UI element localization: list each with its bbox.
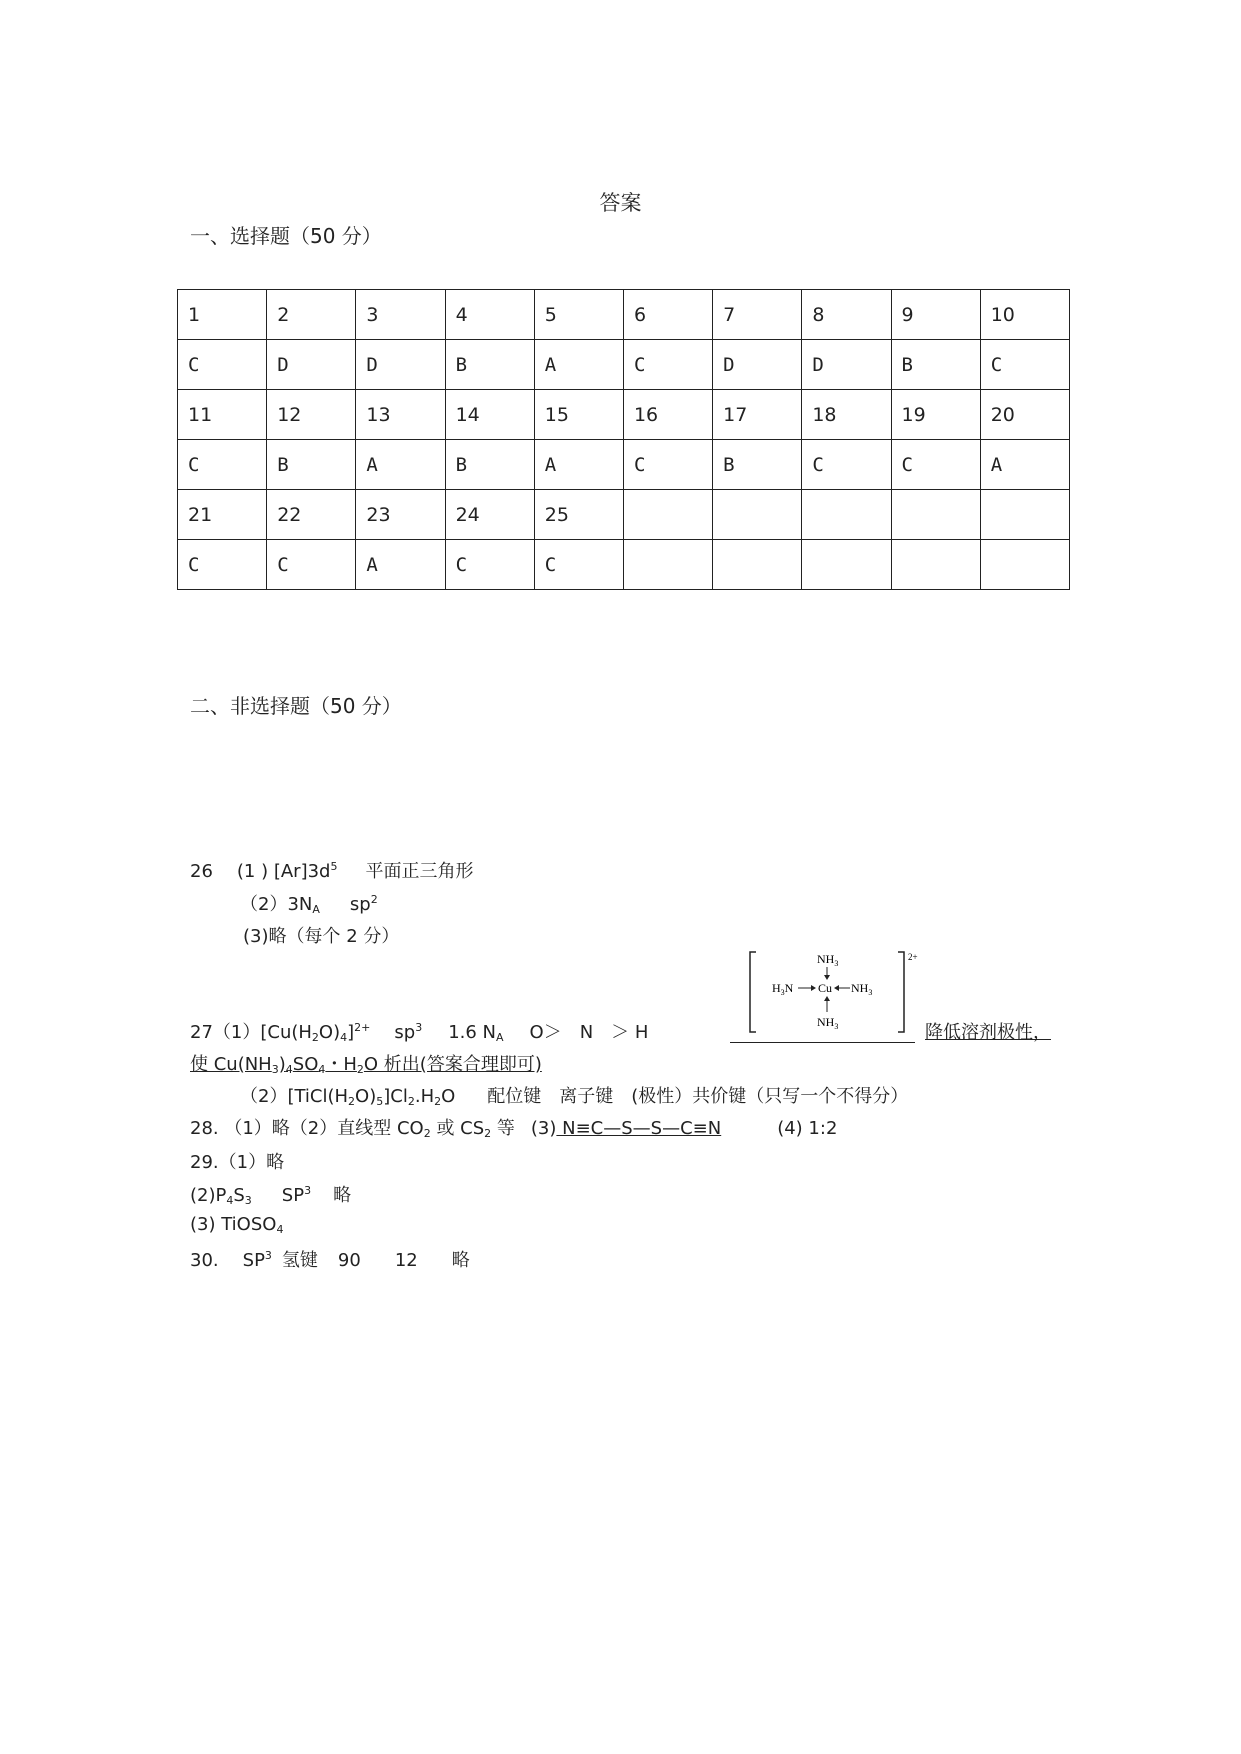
answer-letter-cell <box>891 540 980 590</box>
answer-letter-cell: D <box>356 340 445 390</box>
question-number-cell <box>802 490 891 540</box>
svg-text:NH3: $NH_3$ <box>817 1015 839 1031</box>
q28-line: 28. （1）略（2）直线型 $CO_2$ 或 $CS_2$ 等 (3) N≡C—S—S—C≡N (4) 1:2 <box>190 1118 838 1140</box>
q30-line: 30. $SP^3$ 氢键 90 12 略 <box>190 1249 470 1271</box>
question-number-cell: 13 <box>356 390 445 440</box>
answer-letter-cell: C <box>178 340 267 390</box>
answer-letter-cell: D <box>267 340 356 390</box>
question-number-cell: 19 <box>891 390 980 440</box>
question-number-cell: 25 <box>534 490 623 540</box>
question-number-cell: 4 <box>445 290 534 340</box>
answer-underline <box>730 1042 915 1043</box>
question-number-cell: 14 <box>445 390 534 440</box>
answer-letter-cell: D <box>713 340 802 390</box>
q26-line2: $(2)3N_A$ $sp^2$ <box>240 893 378 916</box>
answer-letter-cell: B <box>891 340 980 390</box>
answer-letter-cell <box>713 540 802 590</box>
answer-letter-cell: B <box>713 440 802 490</box>
question-number-cell: 15 <box>534 390 623 440</box>
q29-line1: 29.（1）略 <box>190 1152 285 1173</box>
question-number-cell: 16 <box>623 390 712 440</box>
question-number-cell: 24 <box>445 490 534 540</box>
question-number-cell: 3 <box>356 290 445 340</box>
answer-letter-cell: C <box>980 340 1069 390</box>
answer-letter-cell: A <box>980 440 1069 490</box>
table-row <box>178 290 1070 340</box>
question-number-cell: 20 <box>980 390 1069 440</box>
svg-text:Cu: Cu <box>818 981 833 995</box>
table-row <box>178 340 1070 390</box>
page-title: 答案 <box>599 191 642 215</box>
question-number-cell: 7 <box>713 290 802 340</box>
answer-letter-cell: C <box>267 540 356 590</box>
question-number-cell: 9 <box>891 290 980 340</box>
section-multiple-choice: 一、选择题（50 分） <box>190 224 382 248</box>
svg-text:H3N: $H_3N$ <box>772 981 794 997</box>
q27-line2: 使 $Cu(NH_3)_4SO_4$・$H_2O$ 析出(答案合理即可) <box>190 1054 542 1076</box>
question-number-cell: 12 <box>267 390 356 440</box>
question-number-cell: 10 <box>980 290 1069 340</box>
question-number-cell: 22 <box>267 490 356 540</box>
q27-part2: $(2)[TiCl(H_2O)_5]Cl_2.H_2O$ 配位键 离子键 (极性）共价键（只写一个不得分） <box>240 1086 909 1108</box>
q29-line2: $(2)P_4S_3$ $SP^3$ 略 <box>190 1184 352 1207</box>
answer-letter-cell: A <box>356 540 445 590</box>
section-non-multiple-choice: 二、非选择题（50 分） <box>190 694 402 718</box>
q27-line1: $27(1)[Cu(H_2O)_4]^{2+}$ $sp^3$ 1.6 $N_A$ O＞ N ＞ H <box>190 1021 649 1044</box>
answer-letter-cell: A <box>534 440 623 490</box>
answer-letter-cell <box>623 540 712 590</box>
answer-letter-cell: C <box>623 440 712 490</box>
q27-tail: 降低溶剂极性， <box>925 1022 1051 1043</box>
question-number-cell: 2 <box>267 290 356 340</box>
svg-text:NH3: $NH_3$ <box>851 981 873 997</box>
q29-line3: (3) TiOSO$_4$ <box>190 1214 284 1236</box>
answer-letter-cell: A <box>356 440 445 490</box>
table-row <box>178 490 1070 540</box>
question-number-cell <box>891 490 980 540</box>
answer-letter-cell: B <box>445 440 534 490</box>
copper-ammine-complex-diagram <box>748 950 918 1036</box>
question-number-cell <box>623 490 712 540</box>
table-row <box>178 540 1070 590</box>
answer-letter-cell: C <box>802 440 891 490</box>
question-number-cell: 1 <box>178 290 267 340</box>
answer-letter-cell: D <box>802 340 891 390</box>
question-number-cell: 11 <box>178 390 267 440</box>
complex-charge: 2+ <box>908 952 918 962</box>
question-number-cell: 21 <box>178 490 267 540</box>
answer-letter-cell: C <box>891 440 980 490</box>
q26-line3: (3)略（每个 2 分） <box>243 926 400 947</box>
answer-letter-cell: B <box>445 340 534 390</box>
question-number-cell: 6 <box>623 290 712 340</box>
answer-letter-cell: A <box>534 340 623 390</box>
question-number-cell: 5 <box>534 290 623 340</box>
answer-letter-cell: B <box>267 440 356 490</box>
answer-letter-cell: C <box>534 540 623 590</box>
question-number-cell: 17 <box>713 390 802 440</box>
answer-letter-cell: C <box>178 440 267 490</box>
answer-letter-cell: C <box>445 540 534 590</box>
question-number-cell: 8 <box>802 290 891 340</box>
table-row <box>178 440 1070 490</box>
question-number-cell: 18 <box>802 390 891 440</box>
svg-text:NH3: $NH_3$ <box>817 952 839 968</box>
answer-letter-cell: C <box>178 540 267 590</box>
answer-letter-cell: C <box>623 340 712 390</box>
question-number-cell: 23 <box>356 490 445 540</box>
q26-line1: 26 (1 ) $[Ar]3d^5$ 平面正三角形 <box>190 860 474 882</box>
table-row <box>178 390 1070 440</box>
answer-letter-cell <box>802 540 891 590</box>
question-number-cell <box>980 490 1069 540</box>
answer-table <box>177 289 1070 590</box>
question-number-cell <box>713 490 802 540</box>
answer-letter-cell <box>980 540 1069 590</box>
